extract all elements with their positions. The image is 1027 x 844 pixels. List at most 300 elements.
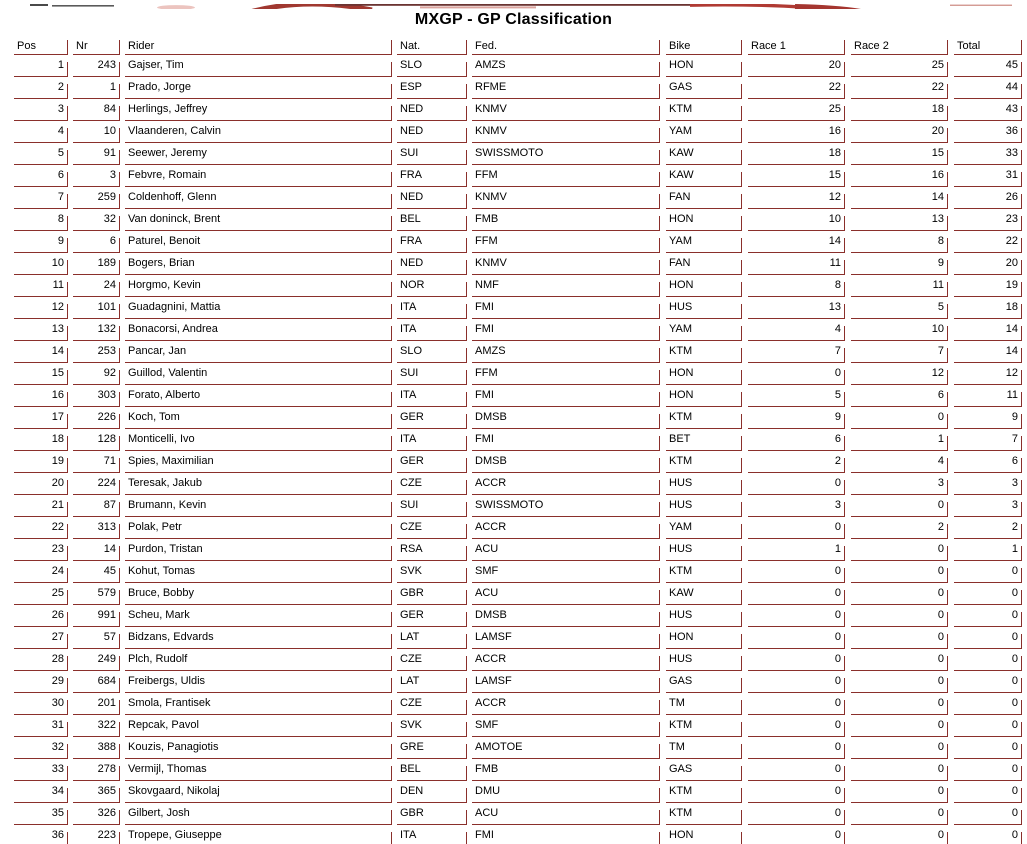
- cell-fed: FMI: [472, 429, 660, 451]
- cell-total: 0: [954, 627, 1022, 649]
- cell-fed: FFM: [472, 231, 660, 253]
- cell-race2: 8: [851, 231, 948, 253]
- table-row: [14, 539, 1022, 561]
- cell-total: 23: [954, 209, 1022, 231]
- cell-fed: ACCR: [472, 649, 660, 671]
- cell-total: 26: [954, 187, 1022, 209]
- cell-rider: Scheu, Mark: [125, 605, 392, 627]
- cell-race2: 0: [851, 583, 948, 605]
- table-row: [14, 759, 1022, 781]
- table-row: [14, 297, 1022, 319]
- cell-nat: NED: [397, 121, 467, 143]
- cell-pos: 19: [14, 451, 68, 473]
- cell-bike: HON: [666, 275, 742, 297]
- cell-race1: 0: [748, 781, 845, 803]
- cell-race2: 0: [851, 781, 948, 803]
- column-header-fed: Fed.: [472, 38, 660, 55]
- cell-fed: KNMV: [472, 99, 660, 121]
- cell-race2: 0: [851, 605, 948, 627]
- cell-race2: 22: [851, 77, 948, 99]
- cell-nat: SVK: [397, 715, 467, 737]
- cell-race2: 18: [851, 99, 948, 121]
- cell-nr: 313: [73, 517, 120, 539]
- cell-bike: KAW: [666, 583, 742, 605]
- cell-total: 45: [954, 55, 1022, 77]
- cell-race1: 0: [748, 561, 845, 583]
- table-row: [14, 803, 1022, 825]
- cell-total: 2: [954, 517, 1022, 539]
- table-row: [14, 363, 1022, 385]
- cell-nr: 278: [73, 759, 120, 781]
- cell-rider: Monticelli, Ivo: [125, 429, 392, 451]
- cell-rider: Brumann, Kevin: [125, 495, 392, 517]
- cell-nr: 3: [73, 165, 120, 187]
- cell-race2: 0: [851, 649, 948, 671]
- cell-rider: Prado, Jorge: [125, 77, 392, 99]
- cell-race2: 0: [851, 495, 948, 517]
- cell-fed: AMOTOE: [472, 737, 660, 759]
- cell-nr: 223: [73, 825, 120, 844]
- cell-rider: Skovgaard, Nikolaj: [125, 781, 392, 803]
- cell-pos: 31: [14, 715, 68, 737]
- table-row: [14, 231, 1022, 253]
- table-row: [14, 693, 1022, 715]
- cell-rider: Vlaanderen, Calvin: [125, 121, 392, 143]
- cell-rider: Guadagnini, Mattia: [125, 297, 392, 319]
- cell-total: 0: [954, 737, 1022, 759]
- cell-bike: GAS: [666, 671, 742, 693]
- cell-total: 0: [954, 649, 1022, 671]
- page-title: MXGP - GP Classification: [414, 11, 613, 28]
- table-row: [14, 165, 1022, 187]
- cell-pos: 26: [14, 605, 68, 627]
- cell-race1: 0: [748, 649, 845, 671]
- cell-nr: 84: [73, 99, 120, 121]
- cell-rider: Spies, Maximilian: [125, 451, 392, 473]
- table-row: [14, 561, 1022, 583]
- cell-pos: 21: [14, 495, 68, 517]
- cell-pos: 18: [14, 429, 68, 451]
- cell-rider: Herlings, Jeffrey: [125, 99, 392, 121]
- cell-nr: 6: [73, 231, 120, 253]
- cell-nr: 57: [73, 627, 120, 649]
- cell-nr: 243: [73, 55, 120, 77]
- cell-total: 14: [954, 341, 1022, 363]
- cell-rider: Van doninck, Brent: [125, 209, 392, 231]
- column-header-pos: Pos: [14, 38, 68, 55]
- cell-race1: 0: [748, 671, 845, 693]
- cell-fed: RFME: [472, 77, 660, 99]
- cell-race2: 1: [851, 429, 948, 451]
- table-row: [14, 495, 1022, 517]
- cell-nr: 10: [73, 121, 120, 143]
- cell-race1: 6: [748, 429, 845, 451]
- cell-race1: 0: [748, 759, 845, 781]
- cell-race2: 0: [851, 759, 948, 781]
- table-row: [14, 451, 1022, 473]
- cell-fed: KNMV: [472, 253, 660, 275]
- cell-bike: KTM: [666, 451, 742, 473]
- cell-bike: HUS: [666, 473, 742, 495]
- cell-fed: SMF: [472, 561, 660, 583]
- cell-nat: SVK: [397, 561, 467, 583]
- column-header-rider: Rider: [125, 38, 392, 55]
- cell-bike: HUS: [666, 495, 742, 517]
- table-row: [14, 187, 1022, 209]
- cell-total: 0: [954, 781, 1022, 803]
- cell-race2: 15: [851, 143, 948, 165]
- cell-rider: Horgmo, Kevin: [125, 275, 392, 297]
- cell-race1: 0: [748, 517, 845, 539]
- cell-bike: KTM: [666, 99, 742, 121]
- cell-race1: 0: [748, 605, 845, 627]
- cell-bike: YAM: [666, 517, 742, 539]
- cell-nr: 32: [73, 209, 120, 231]
- cell-total: 19: [954, 275, 1022, 297]
- cell-pos: 33: [14, 759, 68, 781]
- cell-rider: Repcak, Pavol: [125, 715, 392, 737]
- cell-rider: Koch, Tom: [125, 407, 392, 429]
- cell-race2: 2: [851, 517, 948, 539]
- cell-pos: 32: [14, 737, 68, 759]
- cell-fed: KNMV: [472, 121, 660, 143]
- cell-nr: 388: [73, 737, 120, 759]
- table-row: [14, 627, 1022, 649]
- table-row: [14, 209, 1022, 231]
- cell-total: 36: [954, 121, 1022, 143]
- cell-race2: 4: [851, 451, 948, 473]
- cell-nr: 128: [73, 429, 120, 451]
- cell-nat: NED: [397, 187, 467, 209]
- cell-nr: 14: [73, 539, 120, 561]
- cell-bike: KTM: [666, 407, 742, 429]
- cell-pos: 11: [14, 275, 68, 297]
- cell-nr: 71: [73, 451, 120, 473]
- table-row: [14, 605, 1022, 627]
- cell-nat: ITA: [397, 429, 467, 451]
- cell-fed: SMF: [472, 715, 660, 737]
- cell-fed: ACCR: [472, 473, 660, 495]
- cell-pos: 28: [14, 649, 68, 671]
- cell-pos: 15: [14, 363, 68, 385]
- cell-nat: BEL: [397, 759, 467, 781]
- cell-pos: 3: [14, 99, 68, 121]
- table-row: [14, 649, 1022, 671]
- cell-bike: KTM: [666, 715, 742, 737]
- cell-bike: KAW: [666, 165, 742, 187]
- cell-pos: 29: [14, 671, 68, 693]
- table-row: [14, 319, 1022, 341]
- cell-race1: 12: [748, 187, 845, 209]
- cell-bike: FAN: [666, 253, 742, 275]
- cell-rider: Plch, Rudolf: [125, 649, 392, 671]
- cell-rider: Purdon, Tristan: [125, 539, 392, 561]
- table-row: [14, 407, 1022, 429]
- cell-race2: 9: [851, 253, 948, 275]
- cell-race1: 22: [748, 77, 845, 99]
- cell-rider: Pancar, Jan: [125, 341, 392, 363]
- cell-rider: Smola, Frantisek: [125, 693, 392, 715]
- cell-total: 0: [954, 693, 1022, 715]
- cell-nat: BEL: [397, 209, 467, 231]
- cell-race2: 12: [851, 363, 948, 385]
- cell-race1: 18: [748, 143, 845, 165]
- cell-nr: 132: [73, 319, 120, 341]
- header-row: [14, 38, 1022, 55]
- cell-nr: 684: [73, 671, 120, 693]
- cell-race1: 11: [748, 253, 845, 275]
- cell-rider: Seewer, Jeremy: [125, 143, 392, 165]
- cell-fed: DMSB: [472, 451, 660, 473]
- cell-fed: ACU: [472, 539, 660, 561]
- cell-race2: 0: [851, 671, 948, 693]
- cell-nr: 91: [73, 143, 120, 165]
- cell-race2: 0: [851, 539, 948, 561]
- cell-pos: 1: [14, 55, 68, 77]
- table-row: [14, 341, 1022, 363]
- cell-nr: 249: [73, 649, 120, 671]
- cell-rider: Paturel, Benoit: [125, 231, 392, 253]
- table-row: [14, 737, 1022, 759]
- cell-bike: GAS: [666, 77, 742, 99]
- cell-fed: DMU: [472, 781, 660, 803]
- cell-race1: 0: [748, 715, 845, 737]
- cell-nr: 45: [73, 561, 120, 583]
- cell-bike: KTM: [666, 341, 742, 363]
- cell-total: 0: [954, 671, 1022, 693]
- table-row: [14, 473, 1022, 495]
- cell-pos: 13: [14, 319, 68, 341]
- cell-bike: HUS: [666, 649, 742, 671]
- cell-race1: 14: [748, 231, 845, 253]
- cell-nr: 92: [73, 363, 120, 385]
- cell-total: 44: [954, 77, 1022, 99]
- cell-nr: 189: [73, 253, 120, 275]
- cell-nr: 1: [73, 77, 120, 99]
- cell-nat: LAT: [397, 671, 467, 693]
- cell-race2: 0: [851, 715, 948, 737]
- table-row: [14, 429, 1022, 451]
- table-body: [14, 55, 1022, 844]
- cell-rider: Bogers, Brian: [125, 253, 392, 275]
- cell-total: 14: [954, 319, 1022, 341]
- cell-pos: 12: [14, 297, 68, 319]
- cell-rider: Teresak, Jakub: [125, 473, 392, 495]
- column-header-nat: Nat.: [397, 38, 467, 55]
- table-row: [14, 825, 1022, 844]
- cell-rider: Guillod, Valentin: [125, 363, 392, 385]
- cell-pos: 27: [14, 627, 68, 649]
- cell-bike: KTM: [666, 803, 742, 825]
- cell-rider: Gilbert, Josh: [125, 803, 392, 825]
- cell-nat: GER: [397, 605, 467, 627]
- cell-fed: ACU: [472, 803, 660, 825]
- cell-rider: Bidzans, Edvards: [125, 627, 392, 649]
- cell-nr: 224: [73, 473, 120, 495]
- cell-nr: 365: [73, 781, 120, 803]
- cell-fed: FMI: [472, 319, 660, 341]
- cell-nr: 87: [73, 495, 120, 517]
- cell-nat: CZE: [397, 517, 467, 539]
- cell-fed: FFM: [472, 363, 660, 385]
- cell-fed: FMI: [472, 297, 660, 319]
- cell-race2: 3: [851, 473, 948, 495]
- cell-fed: KNMV: [472, 187, 660, 209]
- cell-fed: ACU: [472, 583, 660, 605]
- cell-nat: GRE: [397, 737, 467, 759]
- cell-nat: CZE: [397, 473, 467, 495]
- table-row: [14, 143, 1022, 165]
- cell-total: 31: [954, 165, 1022, 187]
- cell-race2: 5: [851, 297, 948, 319]
- cell-nat: GBR: [397, 583, 467, 605]
- cell-bike: BET: [666, 429, 742, 451]
- cell-fed: ACCR: [472, 693, 660, 715]
- cell-total: 0: [954, 583, 1022, 605]
- cell-nat: SLO: [397, 341, 467, 363]
- cell-pos: 20: [14, 473, 68, 495]
- cell-nr: 322: [73, 715, 120, 737]
- cell-nr: 101: [73, 297, 120, 319]
- cell-nat: ESP: [397, 77, 467, 99]
- cell-total: 7: [954, 429, 1022, 451]
- cell-fed: FMI: [472, 385, 660, 407]
- cell-pos: 17: [14, 407, 68, 429]
- table-row: [14, 583, 1022, 605]
- cell-pos: 23: [14, 539, 68, 561]
- cell-total: 0: [954, 605, 1022, 627]
- cell-race2: 16: [851, 165, 948, 187]
- cell-pos: 25: [14, 583, 68, 605]
- cell-total: 0: [954, 825, 1022, 844]
- cell-nat: NED: [397, 99, 467, 121]
- cell-fed: AMZS: [472, 341, 660, 363]
- cell-bike: TM: [666, 737, 742, 759]
- cell-bike: YAM: [666, 231, 742, 253]
- cell-pos: 8: [14, 209, 68, 231]
- cell-race2: 14: [851, 187, 948, 209]
- cell-bike: TM: [666, 693, 742, 715]
- cell-nat: CZE: [397, 649, 467, 671]
- cell-race1: 0: [748, 473, 845, 495]
- cell-race2: 0: [851, 803, 948, 825]
- table-row: [14, 517, 1022, 539]
- cell-bike: FAN: [666, 187, 742, 209]
- cell-fed: DMSB: [472, 605, 660, 627]
- cell-fed: AMZS: [472, 55, 660, 77]
- cell-total: 22: [954, 231, 1022, 253]
- cell-nr: 24: [73, 275, 120, 297]
- cell-bike: HUS: [666, 539, 742, 561]
- cell-race1: 25: [748, 99, 845, 121]
- table-row: [14, 275, 1022, 297]
- cell-bike: HON: [666, 627, 742, 649]
- cell-rider: Gajser, Tim: [125, 55, 392, 77]
- cell-pos: 4: [14, 121, 68, 143]
- cell-pos: 6: [14, 165, 68, 187]
- cell-race2: 0: [851, 627, 948, 649]
- cell-nat: NOR: [397, 275, 467, 297]
- cell-pos: 14: [14, 341, 68, 363]
- cell-total: 43: [954, 99, 1022, 121]
- cell-fed: LAMSF: [472, 627, 660, 649]
- cell-race1: 10: [748, 209, 845, 231]
- column-header-bike: Bike: [666, 38, 742, 55]
- cell-pos: 30: [14, 693, 68, 715]
- cell-race1: 5: [748, 385, 845, 407]
- cell-nat: SUI: [397, 363, 467, 385]
- cell-race1: 2: [748, 451, 845, 473]
- cell-pos: 22: [14, 517, 68, 539]
- cell-race1: 0: [748, 803, 845, 825]
- cell-rider: Polak, Petr: [125, 517, 392, 539]
- cell-fed: FMB: [472, 759, 660, 781]
- cell-nat: CZE: [397, 693, 467, 715]
- cell-race2: 11: [851, 275, 948, 297]
- cell-pos: 2: [14, 77, 68, 99]
- cell-bike: YAM: [666, 121, 742, 143]
- table-row: [14, 781, 1022, 803]
- cell-rider: Kohut, Tomas: [125, 561, 392, 583]
- cell-rider: Forato, Alberto: [125, 385, 392, 407]
- cell-nat: LAT: [397, 627, 467, 649]
- table-row: [14, 99, 1022, 121]
- cell-nat: SLO: [397, 55, 467, 77]
- cell-fed: LAMSF: [472, 671, 660, 693]
- cell-bike: HUS: [666, 605, 742, 627]
- cell-race1: 20: [748, 55, 845, 77]
- cell-total: 0: [954, 715, 1022, 737]
- cell-rider: Vermijl, Thomas: [125, 759, 392, 781]
- cell-race1: 9: [748, 407, 845, 429]
- cell-nr: 259: [73, 187, 120, 209]
- cell-pos: 7: [14, 187, 68, 209]
- cell-total: 3: [954, 495, 1022, 517]
- cell-bike: HUS: [666, 297, 742, 319]
- cell-race2: 10: [851, 319, 948, 341]
- cell-race2: 20: [851, 121, 948, 143]
- cell-race1: 0: [748, 737, 845, 759]
- cell-rider: Tropepe, Giuseppe: [125, 825, 392, 844]
- cell-race1: 15: [748, 165, 845, 187]
- cell-race1: 3: [748, 495, 845, 517]
- cell-fed: FMI: [472, 825, 660, 844]
- cell-bike: HON: [666, 209, 742, 231]
- cell-rider: Febvre, Romain: [125, 165, 392, 187]
- cell-nr: 579: [73, 583, 120, 605]
- table-row: [14, 121, 1022, 143]
- cell-bike: HON: [666, 55, 742, 77]
- cell-nr: 253: [73, 341, 120, 363]
- cell-race1: 0: [748, 627, 845, 649]
- cell-nr: 201: [73, 693, 120, 715]
- cell-race1: 4: [748, 319, 845, 341]
- table-row: [14, 385, 1022, 407]
- cell-bike: HON: [666, 825, 742, 844]
- cell-rider: Bruce, Bobby: [125, 583, 392, 605]
- cell-rider: Bonacorsi, Andrea: [125, 319, 392, 341]
- cell-rider: Coldenhoff, Glenn: [125, 187, 392, 209]
- cell-total: 0: [954, 803, 1022, 825]
- cell-rider: Freibergs, Uldis: [125, 671, 392, 693]
- cell-nr: 226: [73, 407, 120, 429]
- cropped-logo-banner: [0, 0, 1027, 9]
- cell-nat: GBR: [397, 803, 467, 825]
- cell-bike: HON: [666, 385, 742, 407]
- cell-race1: 0: [748, 363, 845, 385]
- table-row: [14, 715, 1022, 737]
- cell-race2: 6: [851, 385, 948, 407]
